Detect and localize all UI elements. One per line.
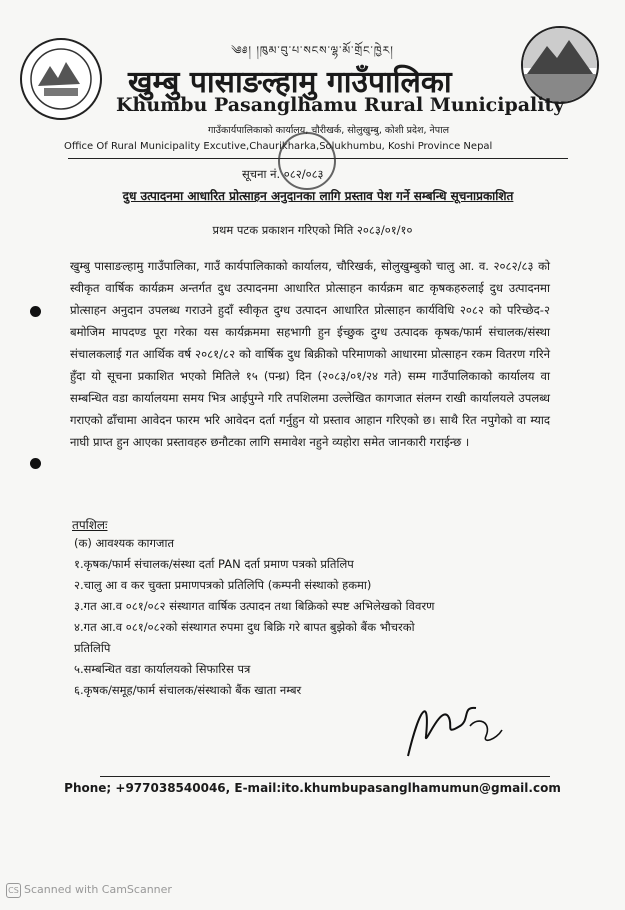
- required-documents-list: [74, 533, 554, 701]
- punch-hole-mark: [30, 306, 41, 317]
- notice-number: सूचना नं. ०८२/०८३: [242, 167, 324, 181]
- municipality-name-english: Khumbu Pasanglhamu Rural Municipality: [116, 94, 565, 116]
- tibetan-heading: ༄༅། །ཁུམ་བུ་པ་སངས་ལྷ་མོ་གྲོང་ཁྱེར།: [231, 44, 394, 57]
- list-item: प्रतिलिपि: [74, 641, 111, 655]
- list-item: ५.सम्बन्धित वडा कार्यालयको सिफारिस पत्र: [74, 662, 251, 676]
- punch-hole-mark: [30, 458, 41, 469]
- first-publication-date: प्रथम पटक प्रकाशन गरिएको मिति २०८३/०१/१०: [212, 223, 413, 237]
- footer-contact: Phone; +977038540046, E-mail:ito.khumbupasanglhamumun@gmail.com: [64, 781, 561, 795]
- list-item: ४.गत आ.व ०८१/०८२को संस्थागत रुपमा दुध बिक्रि गरे बापत बुझेको बैंक भौचरको: [74, 620, 415, 634]
- list-item: २.चालु आ व कर चुक्ता प्रमाणपत्रको प्रतिलिपि (कम्पनी संस्थाको हकमा): [74, 578, 372, 592]
- notice-body: खुम्बु पासाङल्हामु गाउँपालिका, गाउँ कार्यपालिकाको कार्यालय, चौरिखर्क, सोलुखुम्बुको चालु आ. व. २०८२/८३ को स्वीकृत वार्षिक कार्यक्रम अन्तर्गत दुध उत्पादनमा आधारित प्रोत्साहन कार्यक्रम बाट कृषकहरुलाई दुध उत्पादनमा प्रोत्साहन अनुदान उपलब्ध गराउने हुदाँ स्वीकृत दुग्ध उत्पादन आधारित प्रोत्साहन कार्यविधि २०८२ को परिच्छेद-२ बमोजिम मापदण्ड पूरा गरेका यस कार्यक्रममा सहभागी हुन ईच्छुक दुग्ध उत्पादक कृषक/फार्म संचालक/संस्था संचालकलाई गत आर्थिक वर्ष २०८१/८२ को वार्षिक दुध बिक्रीको परिमाणको आधारमा प्रोत्साहन रकम वितरण गरिने हुँदा यो सूचना प्रकाशित भएको मितिले १५ (पन्ध्र) दिन (२०८३/०१/२४ गते) सम्म गाउँपालिकाको कार्यालय वा सम्बन्धित वडा कार्यालयमा समय भित्र आईपुग्ने गरि तपशिलमा उल्लेखित कागजात संलग्न राखी कार्यालयले उपलब्ध गराएको ढाँचामा आवेदन फारम भरि आवेदन दर्ता गर्नुहुन यो प्रस्ताव आहान गरिएको छ। साथै रित नपुगेको वा म्याद नाघी प्राप्त हुन आएका प्रस्तावहरु छनौटका लागि समावेश नहुने व्यहोरा समेत जानकारी गराईन्छ ।: [70, 259, 550, 449]
- signature: [400, 686, 510, 766]
- office-address-english: Office Of Rural Municipality Excutive,Chaurikharka,Solukhumbu, Koshi Province Nepal: [64, 141, 493, 152]
- list-item: ३.गत आ.व ०८१/०८२ संस्थागत वार्षिक उत्पादन तथा बिक्रिको स्पष्ट अभिलेखको विवरण: [74, 599, 435, 613]
- list-item: १.कृषक/फार्म संचालक/संस्था दर्ता PAN दर्ता प्रमाण पत्रको प्रतिलिप: [74, 557, 354, 571]
- list-item: (क) आवश्यक कागजात: [74, 536, 175, 550]
- notice-subject: दुध उत्पादनमा आधारित प्रोत्साहन अनुदानका लागि प्रस्ताव पेश गर्ने सम्बन्धि सूचनाप्रकाशित: [122, 189, 514, 203]
- list-item: ६.कृषक/समूह/फार्म संचालक/संस्थाको बैंक खाता नम्बर: [74, 683, 302, 697]
- scanner-watermark: [6, 883, 172, 898]
- office-address-nepali: गाउँकार्यपालिकाको कार्यालय, चौरीखर्क, सोलुखुम्बु, कोशी प्रदेश, नेपाल: [208, 125, 450, 136]
- details-heading: तपशिलः: [72, 518, 108, 532]
- camscanner-logo-icon: CS: [6, 883, 21, 898]
- municipality-name-nepali: खुम्बु पासाङल्हामु गाउँपालिका: [128, 65, 452, 100]
- footer-divider: [100, 776, 550, 777]
- scanner-label: Scanned with CamScanner: [24, 883, 172, 896]
